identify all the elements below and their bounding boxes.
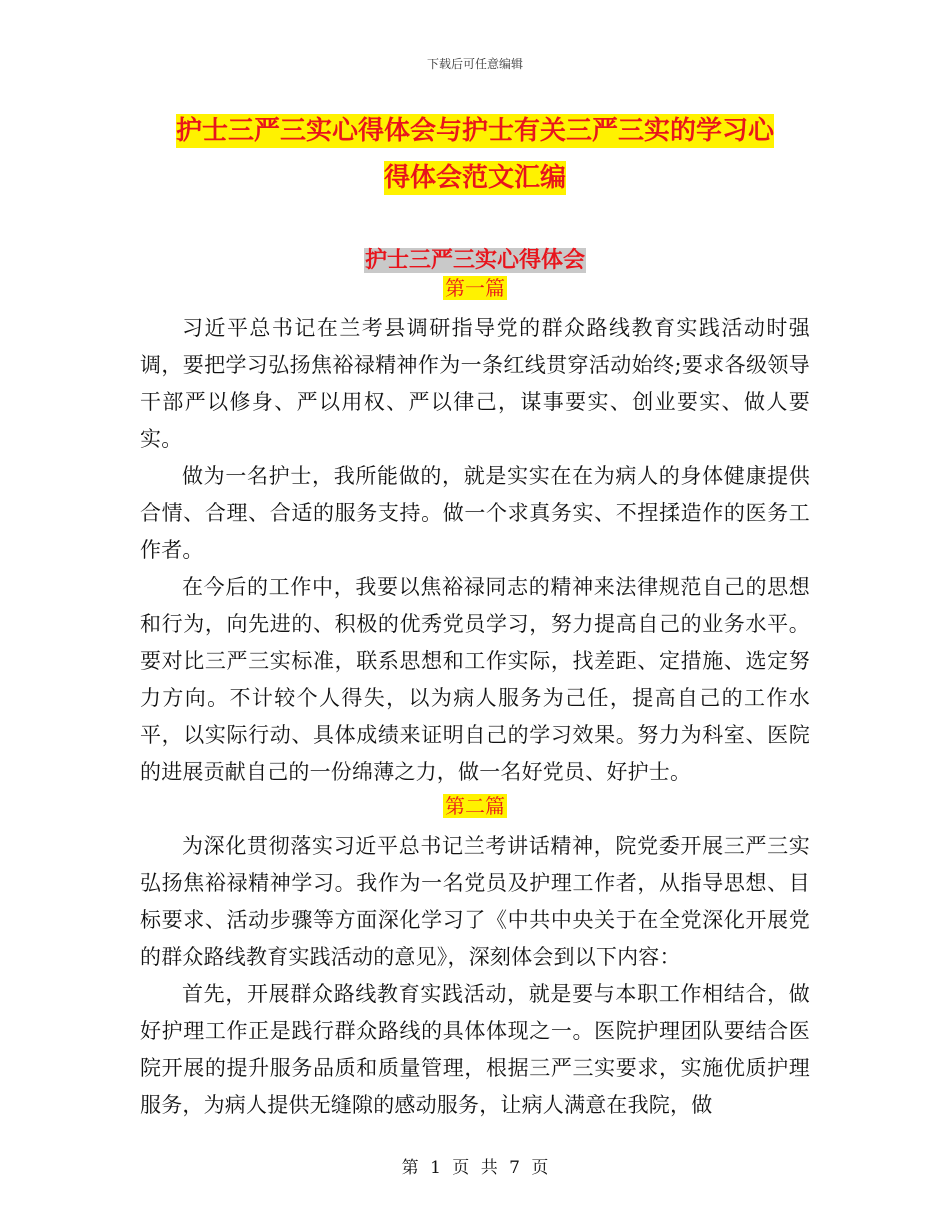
- chapter-heading-1: [0, 274, 950, 302]
- document-title: [0, 108, 950, 202]
- chapter-heading-2-label: 第二篇: [445, 794, 505, 818]
- section-title-text: 护士三严三实心得体会: [364, 248, 585, 273]
- paragraph: 在今后的工作中，我要以焦裕禄同志的精神来法律规范自己的思想和行为，向先进的、积极的优秀党员学习，努力提高自己的业务水平。要对比三严三实标准，联系思想和工作实际，找差距、定措施、选定努力方向。不计较个人得失，以为病人服务为己任，提高自己的工作水平，以实际行动、具体成绩来证明自己的学习效果。努力为科室、医院的进展贡献自己的一份绵薄之力，做一名好党员、好护士。: [140, 575, 810, 784]
- section-title: [0, 246, 950, 276]
- header-note: 下载后可任意编辑: [426, 57, 523, 71]
- chapter-heading-1-label: 第一篇: [445, 276, 505, 300]
- paragraph: 首先，开展群众路线教育实践活动，就是要与本职工作相结合，做好护理工作正是践行群众路线的具体体现之一。医院护理团队要结合医院开展的提升服务品质和质量管理，根据三严三实要求，实施优质护理服务，为病人提供无缝隙的感动服务，让病人满意在我院，做: [140, 982, 810, 1117]
- paragraph: 为深化贯彻落实习近平总书记兰考讲话精神，院党委开展三严三实弘扬焦裕禄精神学习。我作为一名党员及护理工作者，从指导思想、目标要求、活动步骤等方面深化学习了《中共中央关于在全党深化开展党的群众路线教育实践活动的意见》，深刻体会到以下内容：: [140, 834, 810, 969]
- paragraph: 习近平总书记在兰考县调研指导党的群众路线教育实践活动时强调，要把学习弘扬焦裕禄精神作为一条红线贯穿活动始终;要求各级领导干部严以修身、严以用权、严以律己，谋事要实、创业要实、做人要实。: [140, 316, 810, 451]
- document-title-line-2: 得体会范文汇编: [383, 163, 566, 193]
- page-footer: 第 1 页 共 7 页: [401, 1158, 549, 1178]
- document-title-line-1: 护士三严三实心得体会与护士有关三严三实的学习心: [175, 116, 774, 146]
- paragraph: 做为一名护士，我所能做的，就是实实在在为病人的身体健康提供合情、合理、合适的服务支持。做一个求真务实、不捏揉造作的医务工作者。: [140, 464, 810, 562]
- chapter-heading-2: [0, 792, 950, 820]
